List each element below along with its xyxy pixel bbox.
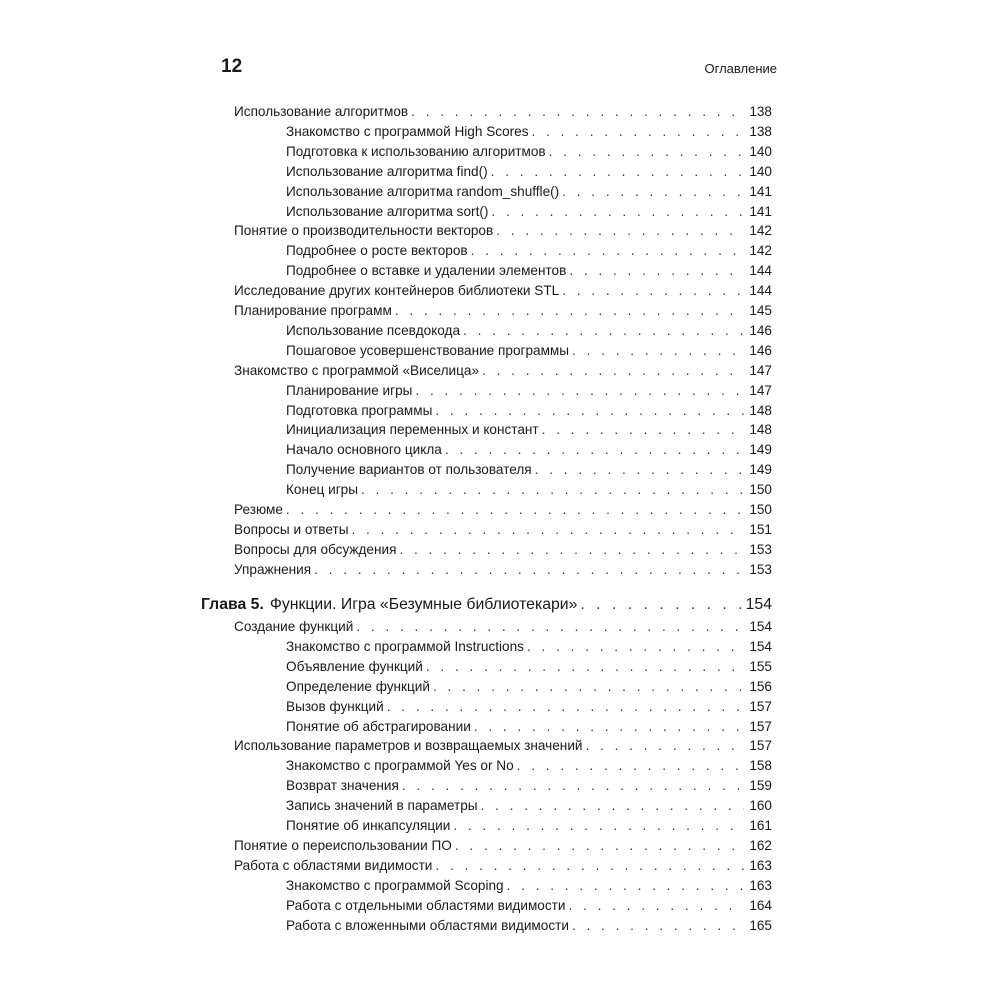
toc-entry bbox=[234, 361, 772, 381]
toc-entry-page: 162 bbox=[749, 837, 772, 853]
dot-leader bbox=[569, 261, 744, 281]
toc-entry-title: Конец игры bbox=[286, 482, 358, 498]
dot-leader bbox=[426, 657, 744, 677]
toc-entry bbox=[286, 876, 772, 896]
toc-entry-title: Вопросы и ответы bbox=[234, 521, 349, 537]
dot-leader bbox=[481, 796, 744, 816]
toc-entry bbox=[286, 122, 772, 142]
toc-entry-title: Работа с областями видимости bbox=[234, 857, 433, 873]
toc-entry-page: 164 bbox=[749, 897, 772, 913]
toc-entry bbox=[286, 916, 772, 936]
toc-entry bbox=[286, 460, 772, 480]
toc-entry-title: Запись значений в параметры bbox=[286, 798, 478, 814]
toc-entry-page: 150 bbox=[749, 502, 772, 517]
toc-entry bbox=[286, 796, 772, 816]
toc-entry bbox=[286, 756, 772, 776]
toc-entry bbox=[286, 420, 772, 440]
dot-leader bbox=[402, 776, 744, 796]
toc-entry-title: Работа с отдельными областями видимости bbox=[286, 897, 566, 913]
toc-entry-title: Знакомство с программой Scoping bbox=[286, 877, 504, 893]
toc-entry bbox=[286, 162, 772, 182]
dot-leader bbox=[453, 816, 744, 836]
toc-entry-page: 148 bbox=[749, 422, 772, 438]
dot-leader bbox=[314, 560, 744, 580]
dot-leader bbox=[399, 540, 744, 560]
toc-entry bbox=[234, 281, 772, 301]
chapter-title: Функции. Игра «Безумные библиотекари» bbox=[269, 596, 578, 613]
toc-entry-page: 140 bbox=[749, 163, 772, 179]
toc-entry-title: Использование алгоритма random_shuffle() bbox=[286, 183, 560, 199]
toc-entry-page: 158 bbox=[749, 758, 772, 774]
toc-entry bbox=[234, 836, 772, 856]
toc-entry-title: Упражнения bbox=[234, 561, 312, 577]
toc-entry-page: 141 bbox=[749, 203, 772, 219]
toc-entry bbox=[286, 182, 772, 202]
dot-leader bbox=[361, 480, 744, 500]
toc-entry-page: 145 bbox=[749, 303, 772, 318]
toc-entry bbox=[286, 776, 772, 796]
toc-entry-page: 149 bbox=[749, 462, 772, 478]
dot-leader bbox=[433, 677, 744, 697]
toc-entry-page: 155 bbox=[749, 658, 772, 674]
toc-entry-title: Инициализация переменных и констант bbox=[286, 422, 539, 438]
toc-entry-page: 154 bbox=[749, 638, 772, 654]
toc-entry bbox=[286, 321, 772, 341]
toc-entry-page: 138 bbox=[749, 123, 772, 139]
toc-entry-title: Вопросы для обсуждения bbox=[234, 541, 397, 557]
toc-entry-page: 149 bbox=[749, 442, 772, 458]
toc-entry-page: 157 bbox=[749, 698, 772, 714]
chapter-heading bbox=[201, 594, 772, 616]
dot-leader bbox=[482, 361, 744, 381]
toc-entry-title: Объявление функций bbox=[286, 658, 423, 674]
page-number: 12 bbox=[221, 56, 243, 77]
toc-entry bbox=[234, 102, 772, 122]
toc-entry-title: Резюме bbox=[234, 502, 283, 517]
dot-leader bbox=[562, 281, 744, 301]
toc-entry bbox=[234, 856, 772, 876]
toc-entry-page: 163 bbox=[749, 857, 772, 873]
dot-leader bbox=[471, 241, 744, 261]
dot-leader bbox=[435, 856, 744, 876]
toc-entry bbox=[286, 241, 772, 261]
chapter-page: 154 bbox=[745, 596, 772, 613]
toc-entry-page: 140 bbox=[749, 143, 772, 159]
toc-entry-page: 150 bbox=[749, 482, 772, 498]
toc-entry-page: 146 bbox=[749, 342, 772, 358]
toc-entry-page: 151 bbox=[749, 521, 772, 537]
toc-entry bbox=[286, 381, 772, 401]
toc-entry-title: Возврат значения bbox=[286, 778, 399, 794]
dot-leader bbox=[496, 221, 744, 241]
dot-leader bbox=[572, 341, 744, 361]
toc-entry-page: 148 bbox=[749, 402, 772, 418]
dot-leader bbox=[507, 876, 744, 896]
toc-entry-title: Пошаговое усовершенствование программы bbox=[286, 342, 570, 358]
toc-entry-page: 157 bbox=[749, 718, 772, 734]
toc-entry-page: 156 bbox=[749, 678, 772, 694]
toc-entry-title: Подготовка к использованию алгоритмов bbox=[286, 143, 546, 159]
toc-entry bbox=[286, 896, 772, 916]
toc-entry-page: 147 bbox=[749, 382, 772, 398]
toc-entry-page: 142 bbox=[749, 243, 772, 259]
dot-leader bbox=[352, 520, 745, 540]
toc-entry bbox=[234, 736, 772, 756]
toc-entry-title: Определение функций bbox=[286, 678, 430, 694]
toc-entry-title: Планирование игры bbox=[286, 382, 413, 398]
toc-entry-page: 154 bbox=[749, 619, 772, 634]
toc-entry-page: 153 bbox=[749, 541, 772, 557]
toc-entry bbox=[234, 301, 772, 321]
dot-leader bbox=[491, 202, 744, 222]
toc-entry bbox=[286, 202, 772, 222]
toc-entry-title: Получение вариантов от пользователя bbox=[286, 462, 532, 478]
toc-entry bbox=[286, 341, 772, 361]
toc-entry-title: Начало основного цикла bbox=[286, 442, 442, 458]
dot-leader bbox=[572, 916, 744, 936]
toc-entry bbox=[286, 697, 772, 717]
dot-leader bbox=[286, 500, 744, 520]
running-title: Оглавление bbox=[704, 61, 777, 76]
toc-entry bbox=[286, 261, 772, 281]
toc-entry-title: Знакомство с программой «Виселица» bbox=[234, 362, 480, 378]
dot-leader bbox=[535, 460, 744, 480]
toc-entry-page: 153 bbox=[749, 561, 772, 577]
toc-entry-title: Вызов функций bbox=[286, 698, 384, 714]
toc-entry-title: Знакомство с программой High Scores bbox=[286, 123, 529, 139]
dot-leader bbox=[517, 756, 744, 776]
toc-entry bbox=[286, 480, 772, 500]
toc-entry-page: 146 bbox=[749, 322, 772, 338]
toc-entry-page: 157 bbox=[749, 738, 772, 754]
dot-leader bbox=[435, 401, 744, 421]
toc-entry-title: Знакомство с программой Instructions bbox=[286, 638, 524, 654]
toc-entry bbox=[286, 142, 772, 162]
dot-leader bbox=[491, 162, 744, 182]
toc-entry-title: Понятие об абстрагировании bbox=[286, 718, 471, 734]
toc-entry bbox=[286, 440, 772, 460]
toc-entry bbox=[286, 717, 772, 737]
dot-leader bbox=[549, 142, 744, 162]
toc-entry bbox=[234, 617, 772, 637]
toc-entry bbox=[286, 816, 772, 836]
toc-entry-title: Подробнее о вставке и удалении элементов bbox=[286, 263, 567, 279]
toc-entry bbox=[234, 560, 772, 580]
toc-entry-title: Подготовка программы bbox=[286, 402, 433, 418]
dot-leader bbox=[586, 736, 744, 756]
toc-entry bbox=[286, 401, 772, 421]
toc-entry-title: Понятие о производительности векторов bbox=[234, 223, 494, 239]
toc-entry-page: 165 bbox=[749, 917, 772, 933]
dot-leader bbox=[411, 102, 744, 122]
toc-entry-title: Использование алгоритма find() bbox=[286, 163, 488, 179]
toc-entry-title: Подробнее о росте векторов bbox=[286, 243, 468, 259]
dot-leader bbox=[463, 321, 744, 341]
toc-entry-title: Понятие об инкапсуляции bbox=[286, 818, 451, 833]
toc-entry-title: Знакомство с программой Yes or No bbox=[286, 758, 514, 774]
dot-leader bbox=[415, 381, 744, 401]
toc-entry-title: Работа с вложенными областями видимости bbox=[286, 917, 569, 933]
toc-entry-page: 141 bbox=[749, 183, 772, 199]
toc-entry-page: 142 bbox=[749, 223, 772, 239]
toc-entry bbox=[286, 657, 772, 677]
toc-entry-title: Исследование других контейнеров библиотеки STL bbox=[234, 283, 560, 299]
toc-entry-page: 161 bbox=[749, 818, 772, 833]
dot-leader bbox=[474, 717, 744, 737]
toc-entry bbox=[286, 677, 772, 697]
dot-leader bbox=[580, 594, 741, 616]
toc-entry-page: 138 bbox=[749, 104, 772, 119]
toc-entry-title: Понятие о переиспользовании ПО bbox=[234, 837, 452, 853]
toc-entry bbox=[286, 637, 772, 657]
toc-entry-page: 159 bbox=[749, 778, 772, 794]
dot-leader bbox=[532, 122, 744, 142]
toc-entry bbox=[234, 221, 772, 241]
toc-entry-page: 144 bbox=[749, 283, 772, 299]
dot-leader bbox=[568, 896, 744, 916]
dot-leader bbox=[356, 617, 744, 637]
toc-entry-title: Использование алгоритмов bbox=[234, 104, 409, 119]
dot-leader bbox=[395, 301, 744, 321]
toc-entry-page: 160 bbox=[749, 798, 772, 814]
dot-leader bbox=[387, 697, 744, 717]
toc-entry bbox=[234, 520, 772, 540]
dot-leader bbox=[445, 440, 744, 460]
dot-leader bbox=[562, 182, 744, 202]
toc-entry-page: 144 bbox=[749, 263, 772, 279]
toc-entry bbox=[234, 500, 772, 520]
toc-entry-title: Создание функций bbox=[234, 619, 354, 634]
dot-leader bbox=[455, 836, 744, 856]
dot-leader bbox=[542, 420, 744, 440]
toc-entry-title: Использование параметров и возвращаемых значений bbox=[234, 738, 583, 754]
toc-entry-page: 163 bbox=[749, 877, 772, 893]
toc-entry-title: Использование псевдокода bbox=[286, 322, 461, 338]
dot-leader bbox=[527, 637, 744, 657]
toc-entry bbox=[234, 540, 772, 560]
toc-entry-page: 147 bbox=[749, 362, 772, 378]
toc-entry-title: Использование алгоритма sort() bbox=[286, 203, 489, 219]
chapter-label: Глава 5. bbox=[201, 596, 264, 613]
toc-entry-title: Планирование программ bbox=[234, 303, 392, 318]
